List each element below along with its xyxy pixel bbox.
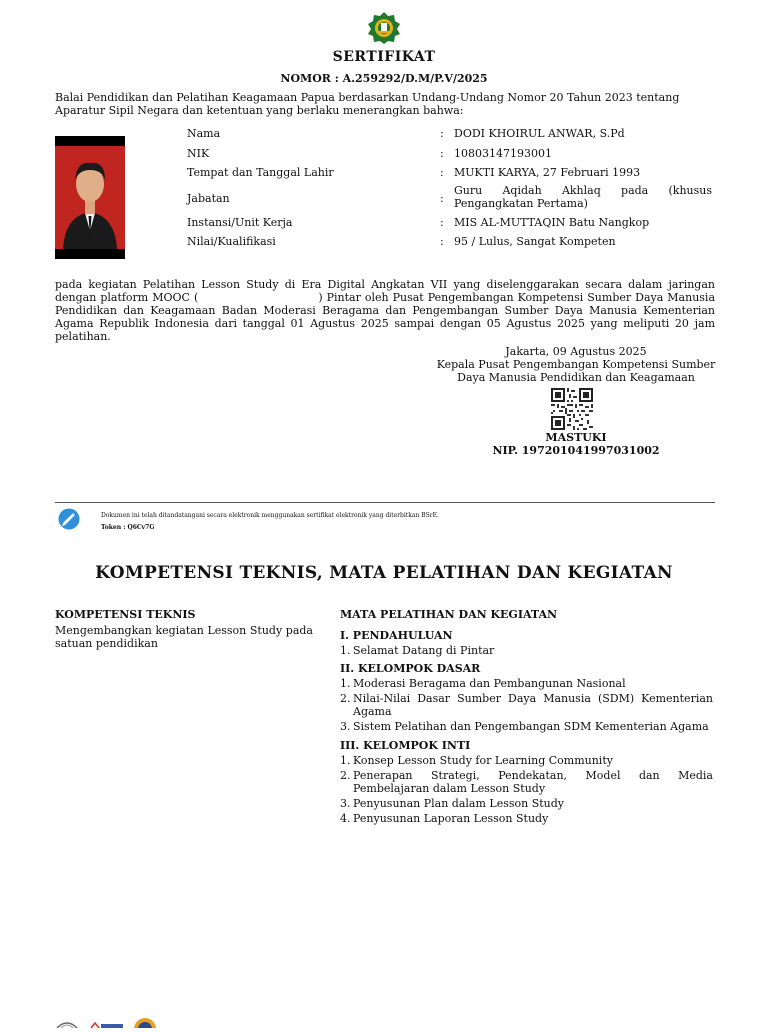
section-list <box>340 644 713 657</box>
label-score: Nilai/Kualifikasi <box>187 235 276 248</box>
list-item: 4. Penyusunan Laporan Lesson Study <box>340 812 549 825</box>
list-item: 3. Penyusunan Plan dalam Lesson Study <box>340 797 565 810</box>
esign-note: Dokumen ini telah ditandatangani secara elektronik menggunakan sertifikat elektronik yang diterbitkan BSrE. <box>101 512 439 519</box>
certificate-number: NOMOR : A.259292/D.M/P.V/2025 <box>280 72 488 85</box>
participant-photo <box>55 136 125 259</box>
colon: : <box>440 166 444 179</box>
certificate-title: SERTIFIKAT <box>332 49 436 65</box>
label-nik: NIK <box>187 147 210 160</box>
intro-paragraph: Balai Pendidikan dan Pelatihan Keagamaan Papua berdasarkan Undang-Undang Nomor 20 Tahun 2023 tentang Aparatur Sipil Negara dan ketentuan yang berlaku menerangkan bahwa: <box>55 91 680 117</box>
signature-position-line2: Daya Manusia Pendidikan dan Keagamaan <box>457 371 695 384</box>
technical-competency-text: Mengembangkan kegiatan Lesson Study pada satuan pendidikan <box>55 624 313 650</box>
label-name: Nama <box>187 127 221 140</box>
label-birth: Tempat dan Tanggal Lahir <box>187 166 334 179</box>
section-list <box>340 677 713 733</box>
signature-block <box>436 345 716 384</box>
colon: : <box>440 216 444 229</box>
signer-nip: NIP. 197201041997031002 <box>492 444 660 457</box>
subjects-heading: MATA PELATIHAN DAN KEGIATAN <box>340 608 558 621</box>
section-title: III. KELOMPOK INTI <box>340 739 471 752</box>
colon: : <box>440 127 444 140</box>
technical-competency-heading: KOMPETENSI TEKNIS <box>55 608 196 621</box>
ministry-emblem-logo <box>367 11 401 45</box>
colon: : <box>440 235 444 248</box>
list-item: 1. Selamat Datang di Pintar <box>340 644 495 657</box>
list-item: 1. Moderasi Beragama dan Pembangunan Nasional <box>340 677 626 690</box>
bsre-esign-icon <box>58 508 80 530</box>
list-item: 2. Nilai-Nilai Dasar Sumber Daya Manusia (SDM) Kementerian Agama <box>340 692 713 718</box>
signature-place-date: Jakarta, 09 Agustus 2025 <box>505 345 647 358</box>
list-item: 1. Konsep Lesson Study for Learning Community <box>340 754 613 767</box>
colon: : <box>440 192 444 205</box>
training-description: pada kegiatan Pelatihan Lesson Study di Era Digital Angkatan VII yang diselenggarakan secara dalam jaringan dengan platform MOOC ( ) Pintar oleh Pusat Pengembangan Kompetensi Sumber Daya Manusia Pendidikan dan Keagamaan Badan Moderasi Beragama dan Pengembangan Sumber Daya Manusia Kementerian Agama Republik Indonesia dari tanggal 01 Agustus 2025 sampai dengan 05 Agustus 2025 yang meliputi 20 jam pelatihan. <box>55 278 719 343</box>
divider-line <box>55 502 715 503</box>
value-institution: MIS AL-MUTTAQIN Batu Nangkop <box>454 216 650 229</box>
qr-code <box>551 388 593 430</box>
label-institution: Instansi/Unit Kerja <box>187 216 293 229</box>
footer-logos <box>55 1013 165 1024</box>
signer-name: MASTUKI <box>545 431 607 444</box>
label-position: Jabatan <box>187 192 230 205</box>
value-score: 95 / Lulus, Sangat Kompeten <box>454 235 616 248</box>
value-nik: 10803147193001 <box>454 147 552 160</box>
value-birth: MUKTI KARYA, 27 Februari 1993 <box>454 166 641 179</box>
colon: : <box>440 147 444 160</box>
list-item: 3. Sistem Pelatihan dan Pengembangan SDM Kementerian Agama <box>340 720 709 733</box>
list-item: 2. Penerapan Strategi, Pendekatan, Model dan Media Pembelajaran dalam Lesson Study <box>340 769 713 795</box>
section-title: II. KELOMPOK DASAR <box>340 662 481 675</box>
signature-position-line1: Kepala Pusat Pengembangan Kompetensi Sumber <box>436 358 716 371</box>
section-title: I. PENDAHULUAN <box>340 629 453 642</box>
value-name: DODI KHOIRUL ANWAR, S.Pd <box>454 127 625 140</box>
section-list <box>340 754 713 825</box>
value-position: Guru Aqidah Akhlaq pada (khusus Pengangkatan Pertama) <box>454 184 712 210</box>
competency-heading: KOMPETENSI TEKNIS, MATA PELATIHAN DAN KEGIATAN <box>95 563 673 583</box>
esign-token: Token : Q6Cv7G <box>101 524 155 531</box>
